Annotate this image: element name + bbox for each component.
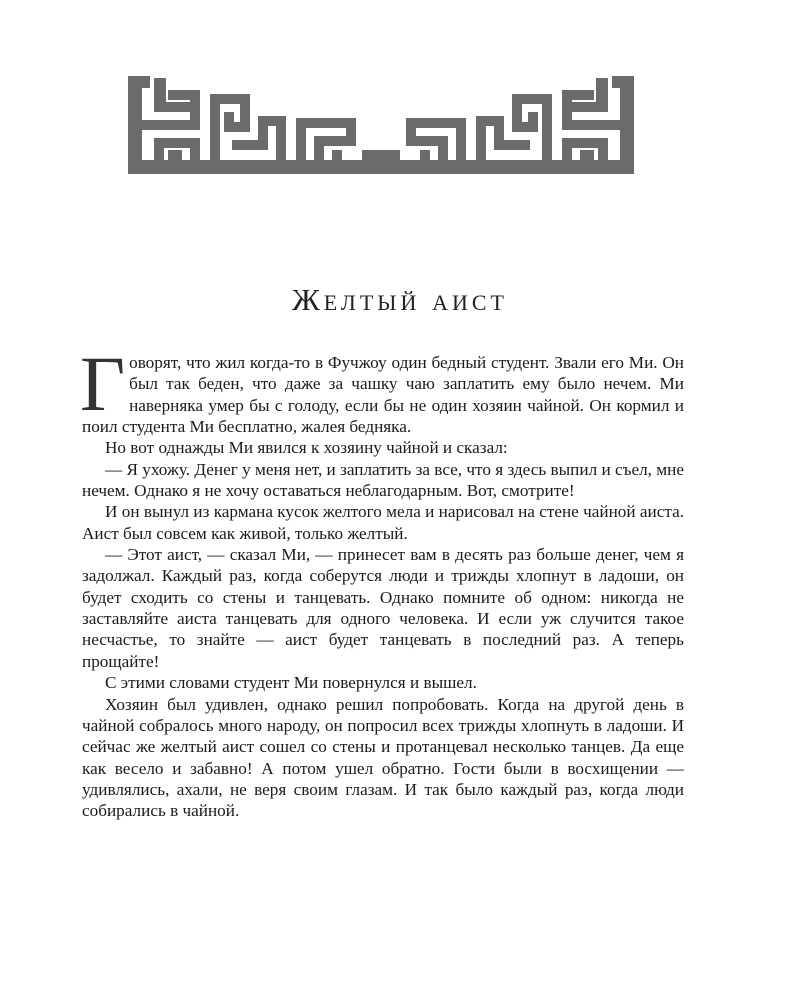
paragraph-1-text: оворят, что жил когда-то в Фучжоу один бедный студент. Звали его Ми. Он был так беден, что даже за чашку чаю заплатить ему было нечем. Ми наверняка умер бы с голоду, если бы не один хозяин чайной. Он кормил и поил студента Ми бесплатно, жалея бедняка.: [82, 353, 684, 437]
chinese-fret-ornament-icon: [128, 76, 634, 174]
paragraph-3: — Я ухожу. Денег у меня нет, и заплатить за все, что я здесь выпил и съел, мне нечем. Однако я не хочу оставаться неблагодарным. Вот, смотрите!: [82, 459, 684, 501]
paragraph-5: — Этот аист, — сказал Ми, — принесет вам в десять раз больше денег, чем я задолжал. Каждый раз, когда соберутся люди и трижды хлопнут в ладоши, он будет сходить со стены и танцевать. Однако помните об одном: никогда не заставляйте аиста танцевать для одного человека. И если уж случится такое несчастье, то знайте — аист будет танцевать в последний раз. А теперь прощайте!: [82, 545, 684, 671]
page-title: Желтый аист: [292, 282, 508, 317]
story-text: [80, 340, 684, 822]
paragraph-6: С этими словами студент Ми повернулся и вышел.: [105, 673, 477, 693]
paragraph-7: Хозяин был удивлен, однако решил попробовать. Когда на другой день в чайной собралось много народу, он попросил всех трижды хлопнуть в ладоши. И сейчас же желтый аист сошел со стены и протанцевал несколько танцев. Да еще как весело и забавно! А потом ушел обратно. Гости были в восхищении — удивлялись, ахали, не веря своим глазам. И так было каждый раз, когда люди собирались в чайной.: [82, 694, 684, 821]
paragraph-4: И он вынул из кармана кусок желтого мела и нарисовал на стене чайной аиста. Аист был совсем как живой, только желтый.: [82, 502, 684, 543]
paragraph-2: Но вот однажды Ми явился к хозяину чайной и сказал:: [105, 438, 508, 458]
paragraph-1: [80, 340, 684, 437]
drop-cap: Г: [80, 340, 126, 427]
